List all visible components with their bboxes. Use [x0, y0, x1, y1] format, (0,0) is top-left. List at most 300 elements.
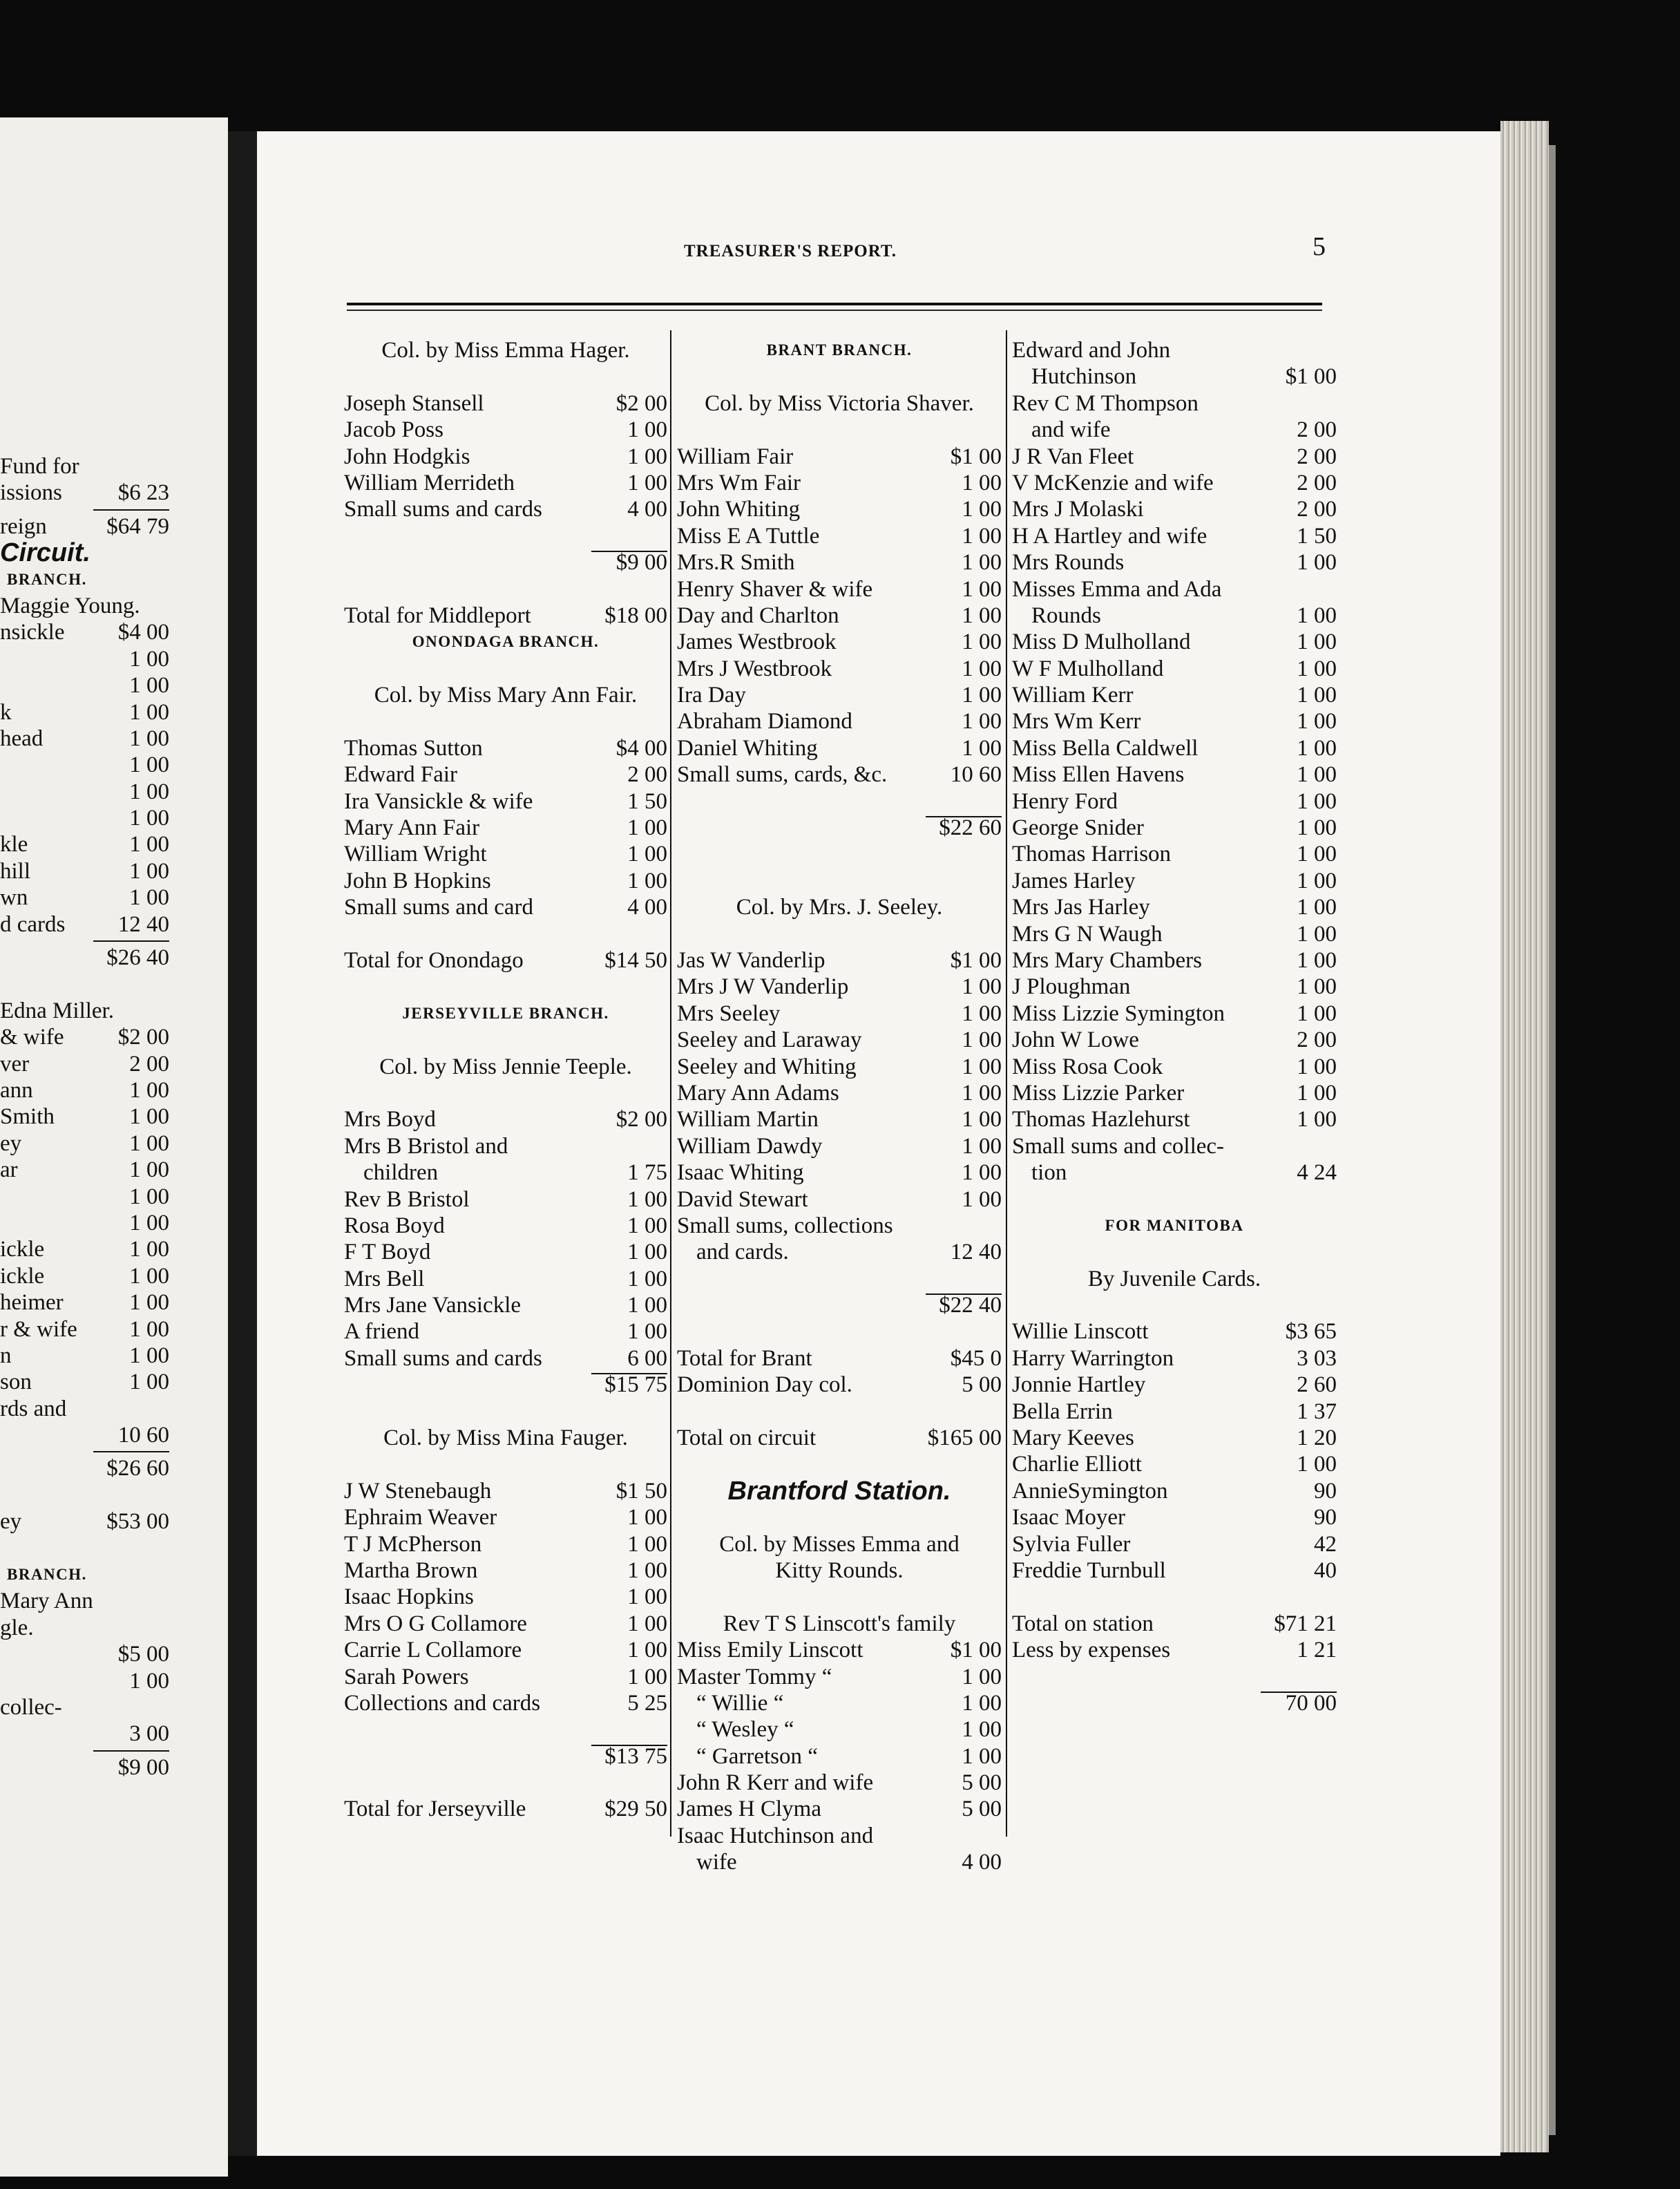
entry-amount: 1 00 [1297, 709, 1337, 735]
collector-line: Col. by Miss Victoria Shaver. [705, 390, 974, 416]
collector-line: Col. by Mrs. J. Seeley. [736, 895, 943, 920]
station-heading: Brantford Station. [727, 1476, 951, 1506]
entry-name: Henry Ford [1012, 788, 1118, 814]
fragment-line [0, 1588, 169, 1614]
entry-amount: 5 00 [962, 1372, 1002, 1398]
entry-line [344, 390, 667, 417]
fragment-line [0, 480, 169, 506]
fragment-line [0, 1422, 169, 1448]
entry-name: Mrs G N Waugh [1012, 921, 1163, 947]
entry-name: Less by expenses [1012, 1638, 1171, 1663]
report-line [677, 1318, 1002, 1345]
entry-line [677, 1796, 1002, 1822]
fragment-line [0, 1103, 169, 1130]
fragment-amount: 1 00 [129, 1104, 169, 1130]
entry-line [1012, 841, 1337, 867]
fragment-line [0, 1747, 169, 1754]
fragment-amount: 1 00 [129, 1668, 169, 1694]
fragment-amount: 1 00 [129, 1157, 169, 1183]
entry-name: Mrs O G Collamore [344, 1611, 527, 1636]
subtotal-line [344, 1372, 667, 1398]
entry-amount: 2 00 [1297, 497, 1337, 522]
entry-amount: 3 03 [1297, 1345, 1337, 1371]
entry-name: Isaac Moyer [1012, 1505, 1126, 1531]
entry-amount: 90 [1314, 1478, 1337, 1504]
fragment-line [0, 1396, 169, 1422]
entry-name: Mrs B Bristol and [344, 1133, 508, 1159]
entry-name: Daniel Whiting [677, 735, 818, 761]
entry-line [1012, 523, 1337, 549]
entry-amount: 1 00 [627, 1638, 667, 1663]
fragment-line [0, 1694, 169, 1721]
entry-line [1012, 761, 1337, 788]
entry-line [1012, 1106, 1337, 1133]
entry-line [677, 682, 1002, 708]
entry-amount: 5 25 [627, 1690, 667, 1716]
subtotal-line [1012, 1690, 1337, 1716]
entry-name: Thomas Sutton [344, 735, 483, 761]
fragment-amount: 1 00 [129, 1210, 169, 1235]
entry-name: and cards. [696, 1240, 789, 1265]
subtotal-line [344, 549, 667, 576]
entry-line [344, 603, 667, 629]
fragment-line [0, 1641, 169, 1667]
entry-amount: 4 00 [627, 895, 667, 920]
subtotal-amount: 70 00 [1285, 1690, 1337, 1716]
fragment-name: r & wife [0, 1316, 77, 1342]
entry-line [344, 496, 667, 522]
entry-amount: 1 00 [1297, 868, 1337, 893]
report-line [1012, 1664, 1337, 1690]
header-rule-thin [347, 310, 1322, 311]
page-edges-shadow [1549, 145, 1556, 2135]
entry-line [677, 444, 1002, 470]
entry-line [1012, 1425, 1337, 1451]
entry-amount: 5 00 [962, 1797, 1002, 1822]
entry-line [677, 761, 1002, 788]
entry-amount: 1 00 [962, 550, 1002, 576]
entry-name: Small sums, cards, &c. [677, 762, 888, 788]
report-line [677, 1451, 1002, 1477]
entry-amount: 4 00 [962, 1850, 1002, 1875]
entry-amount: $2 00 [615, 1107, 667, 1133]
entry-line [1012, 735, 1337, 761]
fragment-name: heimer [0, 1290, 64, 1316]
entry-line [1012, 1611, 1337, 1637]
entry-name: Abraham Diamond [677, 709, 852, 735]
collector-line: Col. by Miss Emma Hager. [381, 338, 630, 363]
report-line [344, 656, 667, 682]
fragment-line [0, 646, 169, 672]
entry-line [1012, 417, 1337, 443]
entry-name: Small sums and collec- [1012, 1133, 1225, 1159]
subtotal-amount: $13 75 [604, 1743, 667, 1769]
entry-name: Mrs J Westbrook [677, 656, 832, 681]
entry-name: Seeley and Whiting [677, 1054, 857, 1079]
entry-line [1012, 603, 1337, 629]
fragment-line [0, 672, 169, 699]
entry-line [344, 735, 667, 761]
entry-line [1012, 947, 1337, 974]
entry-amount: 1 00 [1297, 629, 1337, 655]
entry-amount: 1 00 [1297, 895, 1337, 920]
report-line [344, 1770, 667, 1796]
entry-amount: 1 00 [962, 709, 1002, 735]
entry-line [1012, 444, 1337, 470]
entry-amount: 1 00 [627, 1213, 667, 1238]
fragment-amount: 1 00 [129, 1316, 169, 1342]
entry-name: “ Willie “ [696, 1690, 784, 1716]
entry-amount: 1 00 [627, 815, 667, 841]
entry-line [344, 1557, 667, 1584]
fragment-amount: $26 40 [106, 945, 169, 971]
entry-amount: 4 24 [1297, 1160, 1337, 1186]
entry-line [344, 1186, 667, 1213]
fragment-amount: 1 00 [129, 858, 169, 884]
entry-name: Master Tommy “ [677, 1664, 832, 1689]
entry-amount: $4 00 [615, 735, 667, 761]
entry-name: Small sums and cards [344, 497, 542, 522]
entry-amount: 1 00 [962, 683, 1002, 708]
fragment-rule [93, 509, 169, 511]
collector-line: Col. by Misses Emma and [719, 1531, 960, 1557]
entry-line [677, 735, 1002, 761]
entry-name: Carrie L Collamore [344, 1638, 522, 1663]
entry-name: Miss Rosa Cook [1012, 1054, 1163, 1079]
fragment-amount: $26 60 [106, 1456, 169, 1481]
entry-name: George Snider [1012, 815, 1144, 841]
entry-name: John Hodgkis [344, 444, 470, 469]
entry-name: Mrs Jas Harley [1012, 895, 1150, 920]
entry-line [344, 1611, 667, 1637]
entry-name: Thomas Harrison [1012, 842, 1172, 867]
fragment-name: ey [0, 1509, 22, 1535]
entry-name: Freddie Turnbull [1012, 1557, 1166, 1583]
entry-name: Joseph Stansell [344, 390, 484, 416]
entry-name: Total for Brant [677, 1345, 812, 1371]
entry-line [1012, 1451, 1337, 1477]
entry-name: Total for Middleport [344, 603, 531, 628]
fragment-rule [93, 1750, 169, 1752]
report-line [677, 788, 1002, 815]
fragment-name: ver [0, 1051, 30, 1077]
entry-line [1012, 1399, 1337, 1425]
entry-name: J W Stenebaugh [344, 1478, 492, 1504]
entry-name: Jacob Poss [344, 417, 443, 443]
fragment-line [0, 726, 169, 752]
entry-line [344, 470, 667, 496]
entry-name: children [363, 1160, 439, 1186]
entry-name: Ira Vansickle & wife [344, 788, 533, 814]
fragment-name: & wife [0, 1025, 64, 1050]
entry-line [677, 1664, 1002, 1690]
fragment-name: collec- [0, 1694, 62, 1720]
entry-amount: 1 00 [1297, 603, 1337, 628]
fragment-line [0, 453, 169, 480]
fragment-amount: 1 00 [129, 1290, 169, 1316]
entry-name: Miss Lizzie Symington [1012, 1001, 1225, 1026]
fragment-line [0, 1236, 169, 1262]
entry-amount: $14 50 [604, 947, 667, 973]
entry-line [677, 603, 1002, 629]
entry-line [344, 1318, 667, 1345]
entry-name: Rev B Bristol [344, 1186, 470, 1212]
fragment-line [0, 805, 169, 831]
entry-amount: 1 00 [962, 1160, 1002, 1186]
entry-amount: 4 00 [627, 497, 667, 522]
entry-line [677, 470, 1002, 496]
fragment-amount: 1 00 [129, 752, 169, 778]
entry-line [1012, 337, 1337, 363]
entry-name: Rev C M Thompson [1012, 390, 1199, 416]
entry-line [677, 1425, 1002, 1451]
entry-amount: 1 00 [962, 1107, 1002, 1133]
entry-line [344, 1531, 667, 1557]
entry-amount: 1 00 [627, 1293, 667, 1318]
entry-line [677, 1823, 1002, 1849]
fragment-name: wn [0, 885, 28, 911]
entry-amount: 1 00 [627, 1186, 667, 1212]
entry-name: William Martin [677, 1107, 819, 1133]
entry-name: Mrs Mary Chambers [1012, 947, 1202, 973]
column-divider-1 [670, 330, 671, 1837]
entry-line [1012, 708, 1337, 735]
fragment-line [0, 1157, 169, 1183]
fragment-name: ann [0, 1077, 33, 1103]
fragment-amount: 1 00 [129, 1184, 169, 1209]
entry-line [677, 1106, 1002, 1133]
fragment-name: d cards [0, 911, 66, 937]
column-1 [344, 337, 667, 1823]
entry-amount: 10 60 [950, 762, 1002, 788]
entry-line [677, 1027, 1002, 1053]
entry-name: Small sums, collections [677, 1213, 893, 1238]
fragment-name: Mary Ann [0, 1589, 93, 1614]
entry-name: Thomas Hazlehurst [1012, 1107, 1190, 1133]
fragment-line [0, 1508, 169, 1535]
fragment-amount: $53 00 [106, 1509, 169, 1535]
entry-name: Miss Ellen Havens [1012, 762, 1185, 788]
entry-name: Henry Shaver & wife [677, 576, 873, 602]
fragment-line [0, 513, 169, 540]
fragment-name: ickle [0, 1263, 45, 1289]
entry-amount: 1 00 [627, 1240, 667, 1265]
entry-name: Dominion Day col. [677, 1372, 852, 1398]
report-line [344, 1080, 667, 1106]
entry-line [1012, 629, 1337, 655]
entry-amount: 1 00 [962, 1717, 1002, 1743]
fragment-amount: $64 79 [106, 513, 169, 539]
entry-name: Mrs Jane Vansickle [344, 1293, 522, 1318]
fragment-line [0, 1369, 169, 1395]
entry-line [677, 947, 1002, 974]
entry-line [1012, 496, 1337, 522]
entry-line [677, 496, 1002, 522]
entry-line [677, 1345, 1002, 1372]
entry-amount: 1 00 [962, 470, 1002, 495]
entry-name: Mrs Wm Kerr [1012, 709, 1141, 735]
entry-name: William Fair [677, 444, 794, 469]
entry-line [344, 1239, 667, 1265]
entry-amount: $2 00 [615, 390, 667, 416]
entry-amount: 1 00 [1297, 974, 1337, 1000]
entry-line [1012, 390, 1337, 417]
entry-name: Miss Emily Linscott [677, 1638, 863, 1663]
entry-amount: 1 00 [1297, 1001, 1337, 1026]
entry-line [677, 523, 1002, 549]
entry-line [344, 1292, 667, 1318]
entry-amount: 1 00 [962, 735, 1002, 761]
entry-amount: 1 50 [1297, 523, 1337, 549]
page-number: 5 [1312, 232, 1326, 261]
entry-line [1012, 868, 1337, 894]
report-line [1012, 1186, 1337, 1213]
fragment-amount: 12 40 [117, 911, 169, 937]
entry-name: AnnieSymington [1012, 1478, 1168, 1504]
subtotal-line [344, 1743, 667, 1770]
entry-line [1012, 921, 1337, 947]
entry-amount: 1 00 [1297, 1107, 1337, 1133]
entry-line [344, 1213, 667, 1239]
page-edges [1500, 121, 1549, 2152]
entry-amount: 1 00 [1297, 550, 1337, 576]
entry-line [677, 1001, 1002, 1027]
entry-line [677, 708, 1002, 735]
entry-line [344, 1106, 667, 1133]
fragment-line [0, 567, 169, 593]
entry-line [344, 1664, 667, 1690]
entry-amount: 1 20 [1297, 1425, 1337, 1451]
entry-line [677, 1239, 1002, 1265]
entry-line [1012, 815, 1337, 841]
fragment-amount: 1 00 [129, 1343, 169, 1368]
report-line [677, 363, 1002, 390]
entry-name: John W Lowe [1012, 1027, 1139, 1053]
entry-amount: 2 00 [1297, 1027, 1337, 1053]
fragment-amount: 1 00 [129, 646, 169, 672]
fragment-name: Edna Miller. [0, 998, 114, 1023]
collector-line: Kitty Rounds. [775, 1557, 904, 1583]
fragment-name: son [0, 1370, 32, 1395]
report-line [677, 1399, 1002, 1425]
entry-amount: 1 00 [962, 603, 1002, 628]
entry-line [344, 947, 667, 974]
entry-name: Total on station [1012, 1611, 1154, 1636]
fragment-amount: 1 00 [129, 1237, 169, 1262]
entry-name: Isaac Hopkins [344, 1584, 474, 1610]
entry-line [344, 1504, 667, 1531]
fragment-line [0, 858, 169, 884]
report-line [344, 523, 667, 549]
entry-line [677, 1054, 1002, 1080]
entry-name: tion [1031, 1160, 1067, 1186]
entry-amount: 1 00 [962, 497, 1002, 522]
entry-amount: 1 00 [962, 656, 1002, 681]
report-line [677, 868, 1002, 894]
entry-amount: 5 00 [962, 1770, 1002, 1796]
fragment-amount: $5 00 [117, 1642, 169, 1667]
entry-line [677, 576, 1002, 603]
fragment-name: Smith [0, 1104, 55, 1130]
entry-amount: 1 00 [962, 1027, 1002, 1053]
entry-amount: 2 00 [627, 762, 667, 788]
fragment-name: n [0, 1343, 12, 1368]
branch-heading: JERSEYVILLE BRANCH. [402, 1004, 609, 1022]
fragment-amount: $4 00 [117, 620, 169, 645]
entry-name: J R Van Fleet [1012, 444, 1134, 469]
fragment-line [0, 540, 169, 566]
entry-name: Mrs Bell [344, 1266, 425, 1291]
entry-line [344, 1159, 667, 1186]
entry-name: Ira Day [677, 683, 746, 708]
collector-line: Col. by Miss Mina Fauger. [383, 1425, 628, 1451]
entry-name: Mrs Wm Fair [677, 470, 801, 495]
subtotal-amount: $22 60 [939, 815, 1002, 841]
fragment-name: ickle [0, 1237, 45, 1262]
entry-line [344, 894, 667, 920]
fragment-line [0, 1455, 169, 1481]
entry-name: Mrs Boyd [344, 1107, 436, 1133]
fragment-line [0, 1482, 169, 1508]
entry-amount: $45 0 [950, 1345, 1002, 1371]
entry-name: A friend [344, 1319, 420, 1345]
entry-line [1012, 363, 1337, 390]
entry-amount: 1 00 [1297, 1054, 1337, 1079]
entry-amount: 2 00 [1297, 444, 1337, 469]
entry-name: Sarah Powers [344, 1664, 469, 1689]
entry-amount: $1 00 [1285, 364, 1337, 390]
entry-amount: 1 00 [627, 1266, 667, 1291]
fragment-amount: $6 23 [117, 480, 169, 506]
entry-amount: 1 00 [1297, 788, 1337, 814]
entry-line [677, 1159, 1002, 1186]
fragment-branch-heading: BRANCH. [7, 570, 87, 588]
entry-name: Total on circuit [677, 1425, 817, 1451]
fragment-line [0, 884, 169, 911]
entry-amount: 1 00 [1297, 921, 1337, 947]
entry-amount: 1 00 [627, 868, 667, 893]
entry-amount: 1 00 [1297, 1452, 1337, 1477]
report-line [1012, 1584, 1337, 1610]
entry-line [344, 1584, 667, 1610]
entry-line [1012, 1027, 1337, 1053]
entry-amount: 1 00 [627, 842, 667, 867]
fragment-name: gle. [0, 1615, 34, 1640]
fragment-amount: 2 00 [129, 1051, 169, 1077]
entry-name: Jonnie Hartley [1012, 1372, 1146, 1398]
fragment-amount: 1 00 [129, 1077, 169, 1103]
entry-name: Day and Charlton [677, 603, 839, 628]
branch-heading: FOR MANITOBA [1105, 1216, 1244, 1234]
entry-name: Bella Errin [1012, 1399, 1113, 1424]
fragment-amount: 1 00 [129, 885, 169, 911]
entry-line [677, 1716, 1002, 1743]
entry-amount: 1 00 [962, 1001, 1002, 1026]
entry-name: Edward Fair [344, 762, 458, 788]
fragment-amount: 10 60 [117, 1423, 169, 1448]
entry-name: Collections and cards [344, 1690, 541, 1716]
entry-line [677, 1637, 1002, 1663]
fragment-line [0, 1668, 169, 1694]
fragment-line [0, 1754, 169, 1781]
entry-amount: 1 00 [1297, 735, 1337, 761]
entry-amount: 1 21 [1297, 1638, 1337, 1663]
fragment-name: ey [0, 1130, 22, 1156]
report-line [344, 1399, 667, 1425]
report-line [677, 841, 1002, 867]
entry-line [344, 788, 667, 815]
entry-line [344, 1690, 667, 1716]
